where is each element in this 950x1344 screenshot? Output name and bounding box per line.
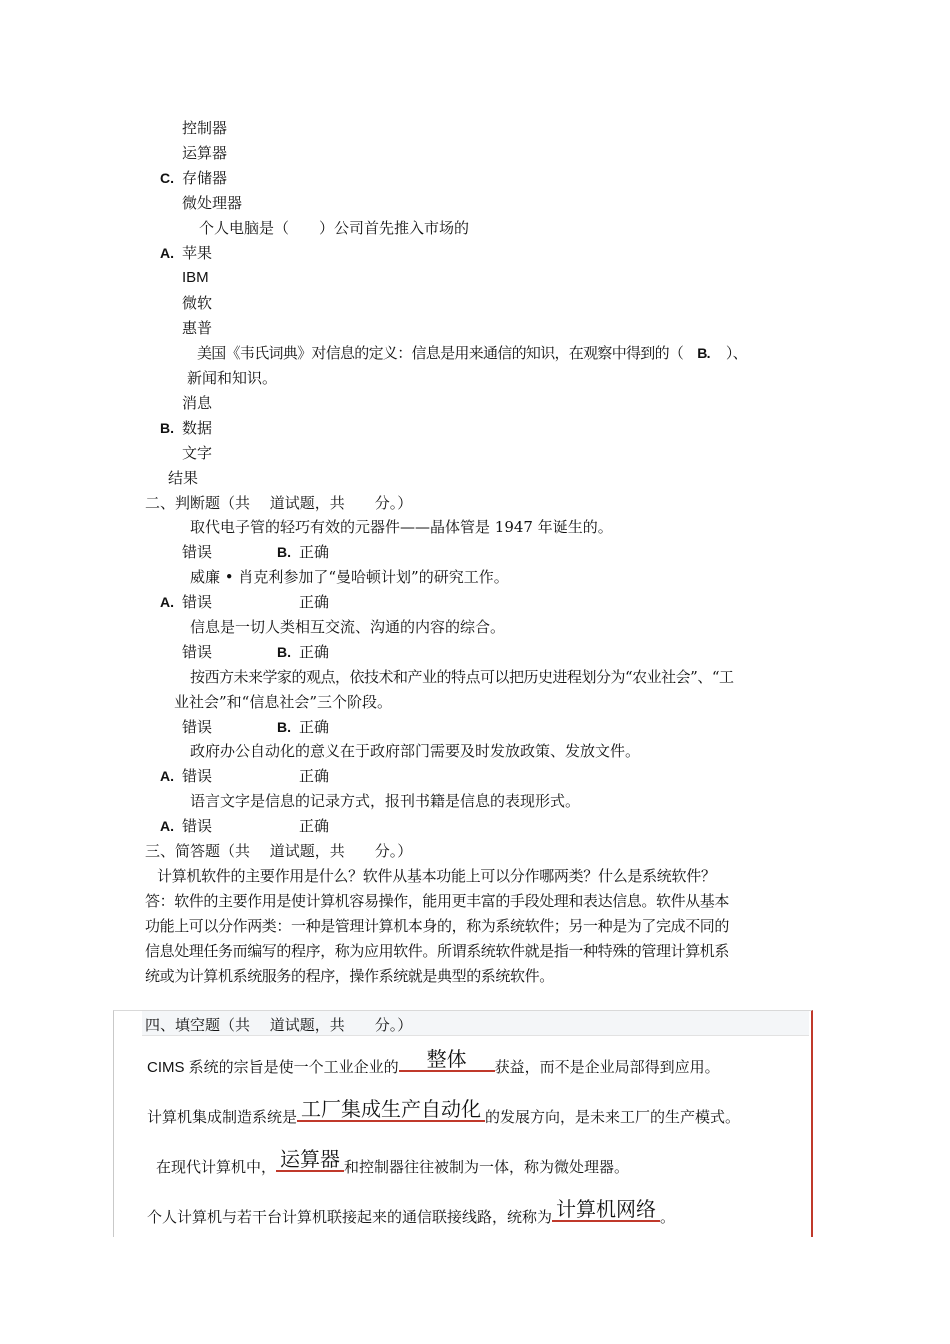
option-text: 消息 xyxy=(182,394,213,412)
option-mark: C. xyxy=(160,170,174,186)
fill-item-2 xyxy=(147,1097,741,1128)
q1-option-4 xyxy=(160,193,242,213)
option-text: 错误 xyxy=(182,718,213,736)
answer-line-1: 答：软件的主要作用是使计算机容易操作，能用更丰富的手段处理和表达信息。软件从基本 xyxy=(145,892,730,910)
answer-line-4: 统或为计算机系统服务的程序，操作系统就是典型的系统软件。 xyxy=(145,967,554,985)
section4-heading: 四、填空题（共 道试题，共 分。） xyxy=(145,1016,413,1034)
tf4-option-a xyxy=(160,717,212,737)
section3-heading: 三、简答题（共 道试题，共 分。） xyxy=(145,842,413,860)
short-answer-question: 计算机软件的主要作用是什么？软件从基本功能上可以分作哪两类？什么是系统软件？ xyxy=(157,867,716,885)
q3-option-1 xyxy=(160,393,212,413)
q1-option-3 xyxy=(160,168,227,188)
fill-item-3 xyxy=(156,1147,630,1178)
section2-heading: 二、判断题（共 道试题，共 分。） xyxy=(145,494,413,512)
handwritten-answer: 工厂集成生产自动化 xyxy=(297,1098,485,1122)
q1-option-2 xyxy=(160,143,227,163)
option-text: 正确 xyxy=(299,643,330,661)
option-text: 结果 xyxy=(168,469,199,487)
option-text: 运算器 xyxy=(182,144,228,162)
option-mark: A. xyxy=(160,245,174,261)
tf5-stem: 政府办公自动化的意义在于政府部门需要及时发放政策、发放文件。 xyxy=(190,742,641,760)
fill-item-1 xyxy=(147,1047,720,1078)
answer-line-2: 功能上可以分作两类：一种是管理计算机本身的，称为系统软件；另一种是为了完成不同的 xyxy=(145,917,730,935)
q2-option-3 xyxy=(160,293,212,313)
fill-text-before: 计算机集成制造系统是 xyxy=(147,1108,298,1126)
tf2-stem: 威廉 • 肖克利参加了“曼哈顿计划”的研究工作。 xyxy=(190,568,509,586)
tf1-option-a xyxy=(160,542,212,562)
stem-text: ）、 xyxy=(725,344,747,362)
tf6-option-b xyxy=(277,816,329,836)
tf4-option-b xyxy=(277,717,329,737)
fill-text-after: 。 xyxy=(660,1208,676,1226)
fill-text-after: 的发展方向，是未来工厂的生产模式。 xyxy=(485,1108,741,1126)
tf4-stem: 按西方未来学家的观点，依技术和产业的特点可以把历史进程划分为“农业社会”、“工 xyxy=(190,668,734,686)
option-text: 微软 xyxy=(182,294,213,312)
option-mark: B. xyxy=(277,544,291,560)
option-text: 正确 xyxy=(299,767,330,785)
answer-line-3: 信息处理任务而编写的程序，称为应用软件。所谓系统软件就是指一种特殊的管理计算机系 xyxy=(145,942,730,960)
tf3-option-b xyxy=(277,642,329,662)
option-text: 文字 xyxy=(182,444,213,462)
option-mark: A. xyxy=(160,818,174,834)
fill-text-before: CIMS 系统的宗旨是使一个工业企业的 xyxy=(147,1059,399,1076)
option-text: 正确 xyxy=(299,543,330,561)
option-mark: B. xyxy=(277,719,291,735)
tf2-option-a xyxy=(160,592,212,612)
fill-text-before: 在现代计算机中， xyxy=(156,1158,277,1176)
option-mark: A. xyxy=(160,768,174,784)
q3-option-4 xyxy=(168,468,198,488)
fill-text-after: 获益，而不是企业局部得到应用。 xyxy=(494,1058,720,1076)
tf5-option-a xyxy=(160,766,212,786)
option-mark: B. xyxy=(277,644,291,660)
handwritten-answer: 整体 xyxy=(399,1048,495,1072)
tf6-option-a xyxy=(160,816,212,836)
option-text: 正确 xyxy=(299,718,330,736)
option-text: 正确 xyxy=(299,593,330,611)
q3-stem-line2: 新闻和知识。 xyxy=(187,369,278,387)
tf2-option-b xyxy=(277,592,329,612)
option-text: 苹果 xyxy=(182,244,213,262)
q2-stem: 个人电脑是（ ）公司首先推入市场的 xyxy=(199,219,470,237)
option-text: IBM xyxy=(182,269,209,286)
option-text: 错误 xyxy=(182,643,213,661)
tf1-stem: 取代电子管的轻巧有效的元器件——晶体管是 1947 年诞生的。 xyxy=(190,518,613,536)
q3-option-3 xyxy=(160,443,212,463)
tf3-stem: 信息是一切人类相互交流、沟通的内容的综合。 xyxy=(190,618,506,636)
option-text: 控制器 xyxy=(182,119,228,137)
option-text: 正确 xyxy=(299,817,330,835)
option-text: 错误 xyxy=(182,767,213,785)
tf1-option-b xyxy=(277,542,329,562)
fill-item-4 xyxy=(147,1197,676,1228)
q2-option-2 xyxy=(160,268,209,288)
q3-stem-line1 xyxy=(197,343,747,363)
option-text: 错误 xyxy=(182,593,213,611)
option-text: 惠普 xyxy=(182,319,213,337)
fill-text-after: 和控制器往往被制为一体，称为微处理器。 xyxy=(344,1158,630,1176)
option-text: 错误 xyxy=(182,817,213,835)
tf4-stem-line2: 业社会”和“信息社会”三个阶段。 xyxy=(174,693,393,711)
stem-text: 美国《韦氏词典》对信息的定义：信息是用来通信的知识，在观察中得到的（ xyxy=(197,344,684,362)
option-mark: B. xyxy=(160,420,174,436)
option-text: 存储器 xyxy=(182,169,228,187)
q3-option-2 xyxy=(160,418,212,438)
q2-option-1 xyxy=(160,243,212,263)
tf5-option-b xyxy=(277,766,329,786)
option-text: 数据 xyxy=(182,419,213,437)
q2-option-4 xyxy=(160,318,212,338)
tf6-stem: 语言文字是信息的记录方式，报刊书籍是信息的表现形式。 xyxy=(190,792,581,810)
answer-mark: B. xyxy=(697,345,710,361)
tf3-option-a xyxy=(160,642,212,662)
option-mark: A. xyxy=(160,594,174,610)
option-text: 微处理器 xyxy=(182,194,243,212)
handwritten-answer: 运算器 xyxy=(276,1148,344,1172)
q1-option-1 xyxy=(160,118,227,138)
handwritten-answer: 计算机网络 xyxy=(552,1198,660,1222)
option-text: 错误 xyxy=(182,543,213,561)
fill-text-before: 个人计算机与若干台计算机联接起来的通信联接线路，统称为 xyxy=(147,1208,553,1226)
